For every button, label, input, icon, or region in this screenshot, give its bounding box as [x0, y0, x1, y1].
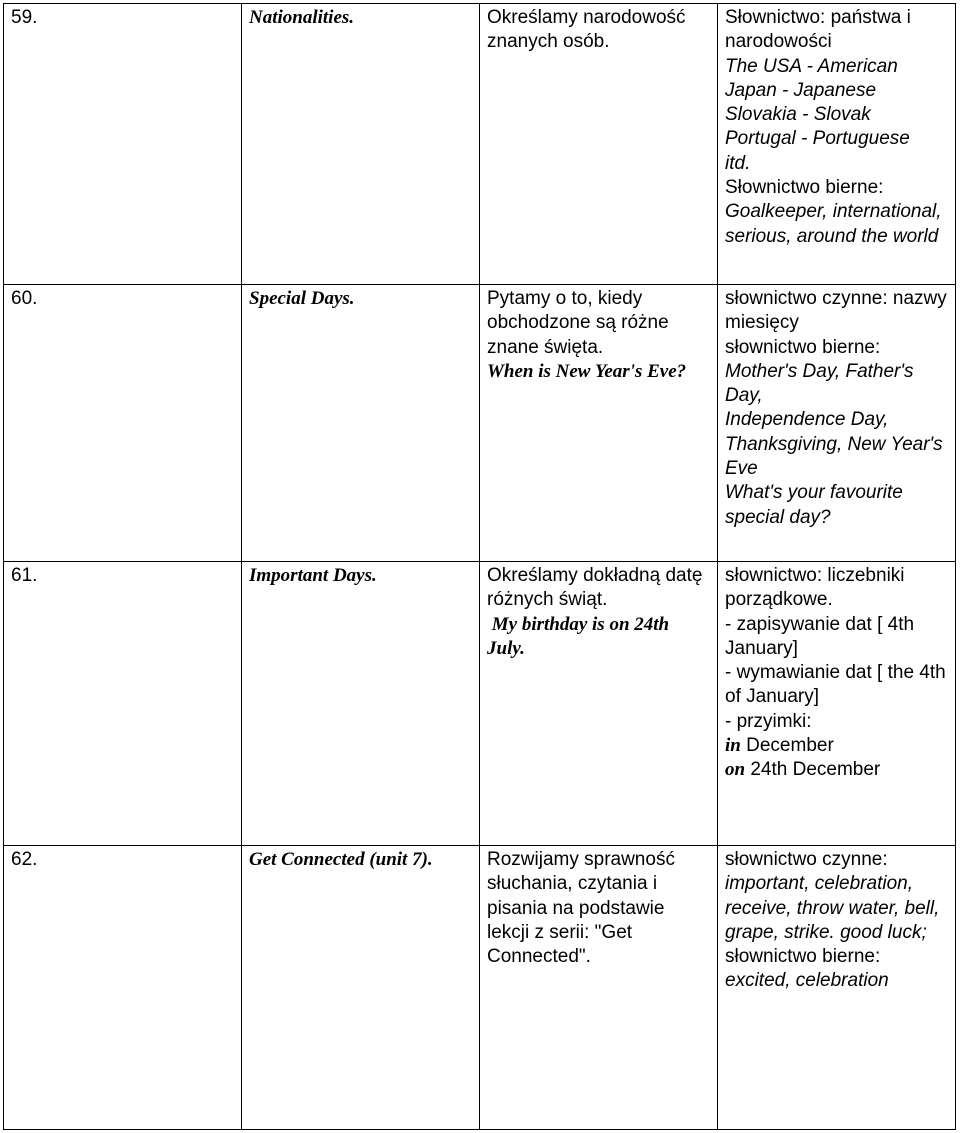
- lesson-goal-text: Określamy dokładną datę różnych świąt.: [487, 565, 703, 611]
- vocabulary-line: [725, 734, 949, 758]
- vocabulary-line: Słownictwo: państwa i narodowości: [725, 7, 911, 53]
- vocabulary-line: Mother's Day, Father's Day,: [725, 360, 914, 407]
- vocabulary-line: Independence Day, Thanksgiving, New Year's Eve: [725, 409, 943, 480]
- vocabulary-line: The USA - American: [725, 55, 898, 77]
- lesson-number: [4, 846, 242, 1130]
- lesson-topic-text: Special Days.: [249, 288, 355, 309]
- lesson-goal-text: Rozwijamy sprawność słuchania, czytania i pisania na podstawie lekcji z serii: "Get Connected".: [487, 849, 675, 968]
- vocabulary-line: - przyimki:: [725, 710, 812, 732]
- vocabulary-line: słownictwo czynne: nazwy miesięcy: [725, 288, 947, 334]
- vocabulary-line: excited, celebration: [725, 970, 889, 992]
- vocabulary-line: itd.: [725, 152, 751, 174]
- vocabulary-line: Slovakia - Slovak: [725, 104, 871, 126]
- vocabulary-line: słownictwo bierne:: [725, 336, 881, 358]
- vocabulary-line: important, celebration, receive, throw water, bell, grape, strike. good luck;: [725, 873, 940, 943]
- lesson-topic: [242, 846, 480, 1130]
- lesson-topic: [242, 562, 480, 846]
- vocabulary-text: 24th December: [745, 759, 881, 781]
- lesson-number: [4, 4, 242, 285]
- lesson-vocabulary: [718, 4, 956, 285]
- lesson-number-text: 59.: [11, 7, 38, 28]
- vocabulary-line: Portugal - Portuguese: [725, 128, 910, 150]
- vocabulary-line: - zapisywanie dat [ 4th January]: [725, 613, 915, 659]
- lesson-goal: [480, 562, 718, 846]
- vocabulary-text: December: [740, 735, 834, 757]
- lesson-goal-text: Pytamy o to, kiedy obchodzone są różne znane święta.: [487, 288, 669, 358]
- vocabulary-line: Goalkeeper, international, serious, around the world: [725, 201, 942, 247]
- lesson-goal-example: My birthday is on 24th July.: [487, 613, 674, 659]
- lesson-goal: [480, 846, 718, 1130]
- lesson-number-text: 60.: [11, 288, 38, 309]
- lesson-goal-example: When is New Year's Eve?: [487, 360, 687, 382]
- vocabulary-line: [725, 758, 949, 782]
- vocabulary-line: What's your favourite special day?: [725, 482, 903, 528]
- preposition: in: [725, 735, 741, 757]
- lesson-vocabulary: [718, 562, 956, 846]
- table-row: [4, 285, 956, 562]
- lesson-vocabulary: [718, 285, 956, 562]
- lesson-number: [4, 562, 242, 846]
- table-row: [4, 846, 956, 1130]
- vocabulary-line: Słownictwo bierne:: [725, 177, 884, 199]
- vocabulary-line: słownictwo bierne:: [725, 946, 881, 968]
- lesson-number-text: 61.: [11, 565, 38, 586]
- curriculum-table-body: [4, 4, 956, 1130]
- lesson-goal-text: Określamy narodowość znanych osób.: [487, 7, 686, 53]
- lesson-vocabulary: [718, 846, 956, 1130]
- preposition: on: [725, 759, 746, 781]
- table-row: [4, 4, 956, 285]
- lesson-goal: [480, 4, 718, 285]
- lesson-goal: [480, 285, 718, 562]
- table-row: [4, 562, 956, 846]
- vocabulary-line: słownictwo czynne:: [725, 849, 888, 870]
- lesson-topic-text: Nationalities.: [249, 7, 355, 28]
- lesson-topic: [242, 285, 480, 562]
- vocabulary-line: Japan - Japanese: [725, 79, 877, 101]
- lesson-topic-text: Important Days.: [249, 565, 377, 586]
- vocabulary-line: słownictwo: liczebniki porządkowe.: [725, 565, 905, 611]
- lesson-number: [4, 285, 242, 562]
- vocabulary-line: - wymawianie dat [ the 4th of January]: [725, 662, 946, 708]
- lesson-number-text: 62.: [11, 849, 38, 870]
- lesson-topic: [242, 4, 480, 285]
- lesson-topic-text: Get Connected (unit 7).: [249, 849, 433, 870]
- curriculum-table: [3, 3, 956, 1130]
